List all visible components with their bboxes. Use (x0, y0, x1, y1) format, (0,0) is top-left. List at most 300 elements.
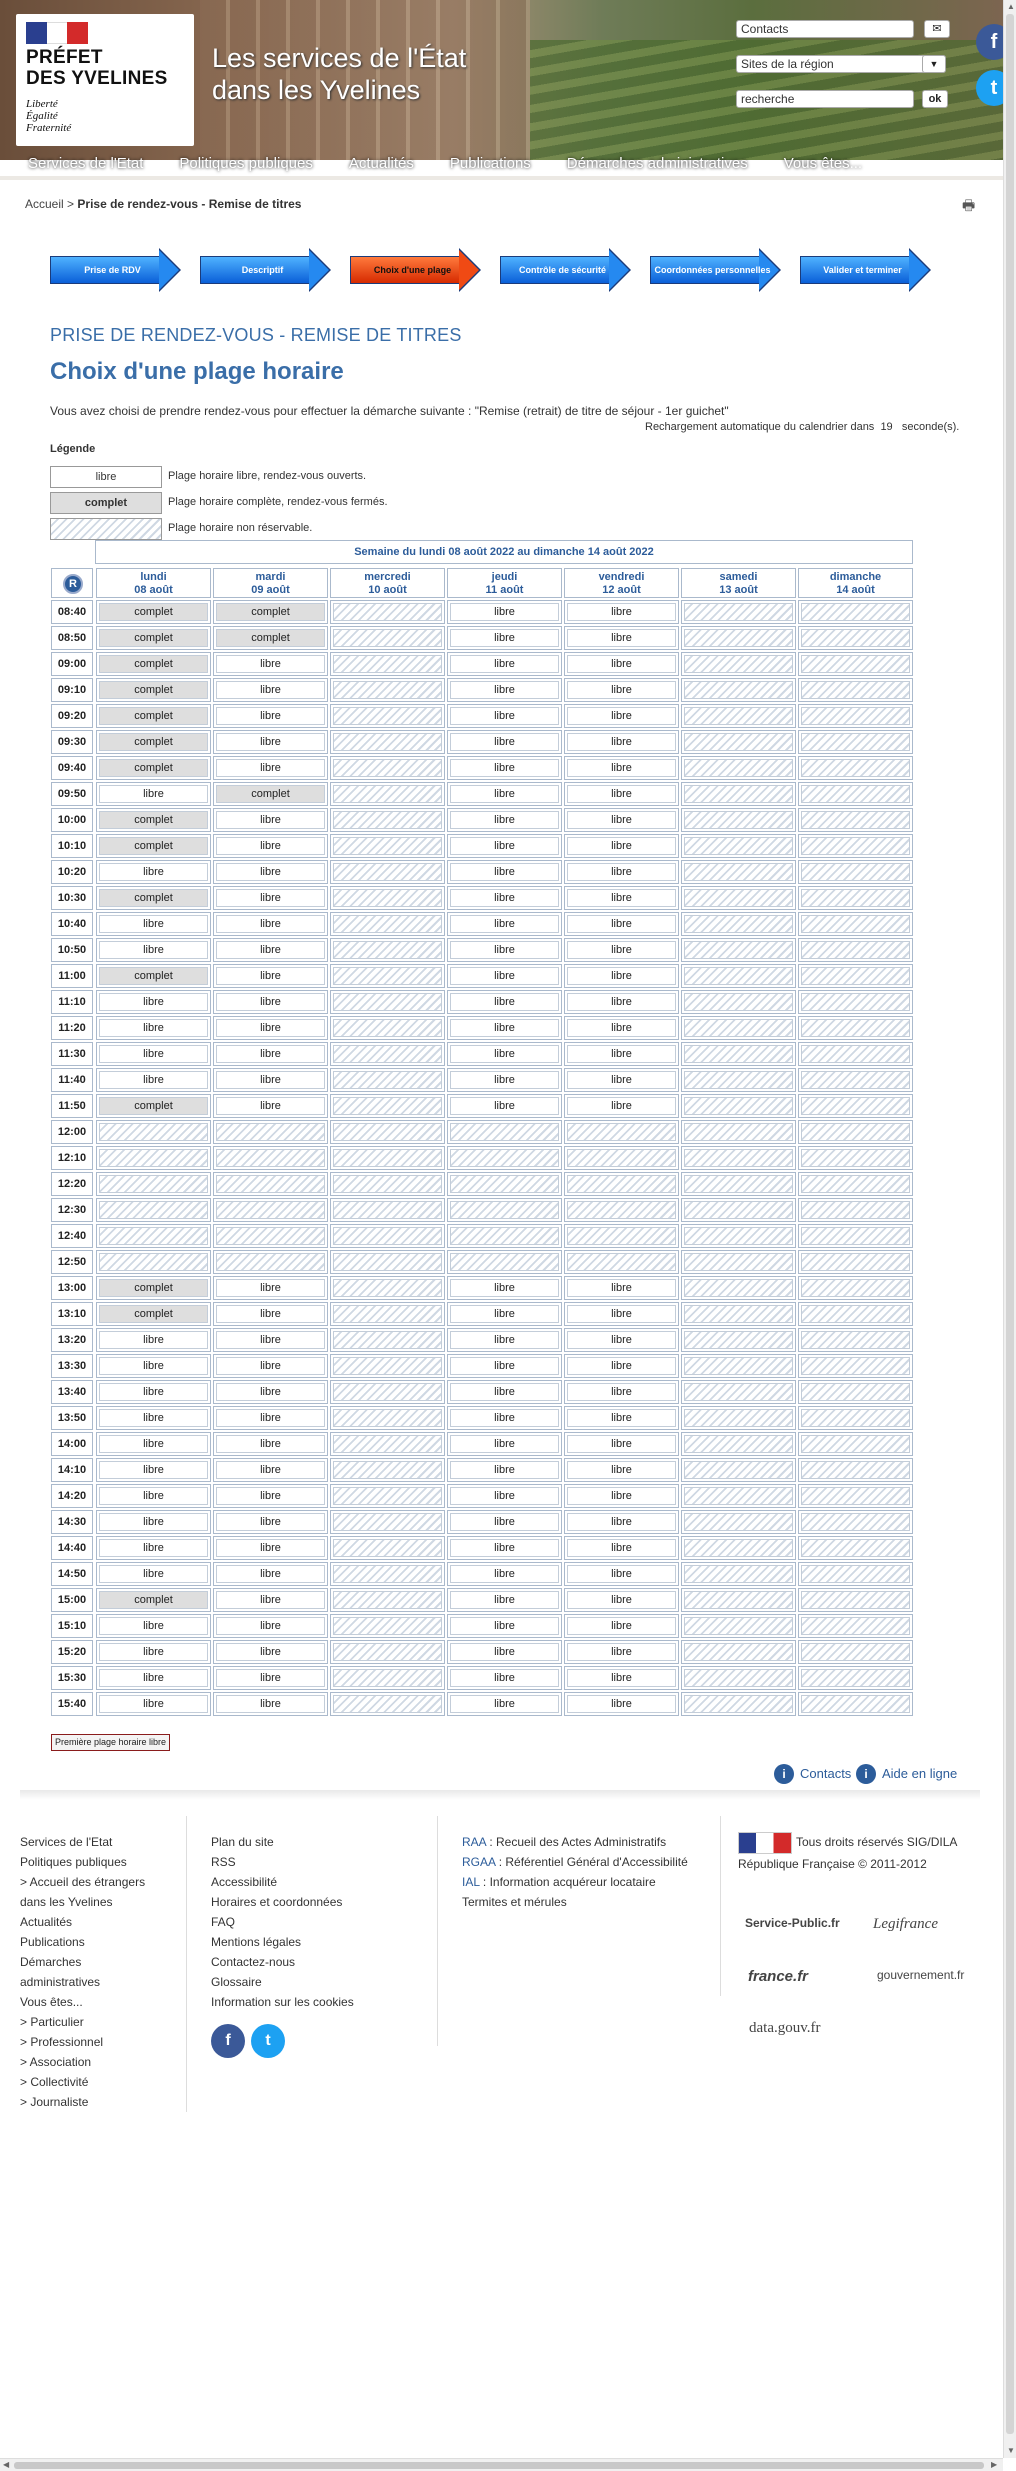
time-slot[interactable]: libre (447, 1640, 562, 1664)
nav-vous-etes[interactable]: Vous êtes... (783, 155, 863, 172)
time-slot[interactable]: libre (447, 1588, 562, 1612)
footer-link[interactable]: dans les Yvelines (20, 1895, 113, 1909)
time-slot (330, 886, 445, 910)
legifrance-logo[interactable]: Legifrance (873, 1916, 938, 1932)
footer-link[interactable]: > Accueil des étrangers (20, 1875, 146, 1889)
time-slot[interactable]: libre (564, 1302, 679, 1326)
time-slot[interactable]: libre (564, 1068, 679, 1092)
time-slot[interactable]: libre (213, 964, 328, 988)
time-slot[interactable]: libre (213, 1458, 328, 1482)
footer-link[interactable]: administratives (20, 1975, 101, 1989)
time-slot (330, 1146, 445, 1170)
time-slot (96, 1250, 211, 1274)
time-slot[interactable]: libre (447, 652, 562, 676)
time-label: 11:10 (51, 990, 93, 1014)
time-slot[interactable]: libre (447, 1068, 562, 1092)
time-slot[interactable]: libre (447, 600, 562, 624)
footer-link[interactable]: Actualités (20, 1915, 73, 1929)
footer-twitter-icon[interactable]: t (251, 2024, 285, 2058)
footer-link[interactable]: Mentions légales (211, 1935, 302, 1949)
footer-facebook-icon[interactable]: f (211, 2024, 245, 2058)
time-slot[interactable]: libre (564, 886, 679, 910)
time-slot[interactable]: libre (96, 1536, 211, 1560)
print-icon[interactable]: 🖶 (962, 197, 976, 213)
time-slot (798, 912, 913, 936)
horizontal-scrollbar[interactable]: ◀ ▶ (0, 2458, 1003, 2471)
time-slot[interactable]: libre (564, 626, 679, 650)
time-slot (798, 990, 913, 1014)
time-label: 10:30 (51, 886, 93, 910)
time-slot[interactable]: libre (564, 1432, 679, 1456)
time-slot (681, 678, 796, 702)
time-slot (330, 1302, 445, 1326)
nav-services[interactable]: Services de l'Etat (28, 155, 144, 172)
time-slot[interactable]: libre (447, 1614, 562, 1638)
time-slot[interactable]: libre (96, 1614, 211, 1638)
time-slot (798, 860, 913, 884)
time-slot[interactable]: libre (96, 1640, 211, 1664)
time-slot (798, 1016, 913, 1040)
time-slot: complet (213, 782, 328, 806)
time-slot[interactable]: libre (213, 1614, 328, 1638)
time-slot (798, 1432, 913, 1456)
footer-link[interactable]: > Association (20, 2055, 92, 2069)
time-slot[interactable]: libre (564, 1042, 679, 1066)
vertical-scrollbar[interactable]: ▲ ▼ (1003, 0, 1016, 2458)
time-slot[interactable]: libre (447, 782, 562, 806)
step-choix-plage: Choix d'une plage (350, 248, 482, 292)
time-slot[interactable]: libre (564, 730, 679, 754)
time-slot[interactable]: libre (564, 1562, 679, 1586)
chevron-down-icon[interactable]: ▼ (922, 55, 946, 73)
time-slot: complet (96, 678, 211, 702)
time-slot[interactable]: libre (564, 1484, 679, 1508)
gouvernement-logo[interactable]: gouvernement.fr (877, 1968, 965, 1982)
time-slot (330, 1614, 445, 1638)
time-slot[interactable]: libre (213, 1562, 328, 1586)
breadcrumb-current: Prise de rendez-vous - Remise de titres (77, 197, 302, 211)
time-slot[interactable]: libre (213, 1380, 328, 1404)
time-slot[interactable]: libre (564, 678, 679, 702)
time-slot (681, 756, 796, 780)
time-slot[interactable]: libre (564, 600, 679, 624)
time-slot (798, 678, 913, 702)
time-slot[interactable]: libre (564, 860, 679, 884)
time-slot (330, 964, 445, 988)
time-slot (681, 1484, 796, 1508)
time-slot[interactable]: libre (447, 990, 562, 1014)
time-slot[interactable]: libre (564, 834, 679, 858)
time-slot (681, 1588, 796, 1612)
contacts-link[interactable]: i Contacts (774, 1764, 851, 1784)
time-slot[interactable]: libre (447, 886, 562, 910)
time-slot[interactable]: libre (213, 1276, 328, 1300)
time-slot[interactable]: libre (96, 1666, 211, 1690)
time-label: 13:50 (51, 1406, 93, 1430)
footer-link[interactable]: FAQ (211, 1915, 236, 1929)
time-slot[interactable]: libre (447, 1276, 562, 1300)
time-label: 12:00 (51, 1120, 93, 1144)
main-nav (0, 155, 1003, 175)
intro-text: Vous avez choisi de prendre rendez-vous pour effectuer la démarche suivante : "Remise (retrait) de titre de séjour - 1er guichet" (50, 404, 729, 418)
time-slot (681, 1692, 796, 1716)
time-label: 09:00 (51, 652, 93, 676)
time-slot[interactable]: libre (564, 1536, 679, 1560)
breadcrumb-home[interactable]: Accueil (25, 197, 64, 211)
time-slot: complet (96, 704, 211, 728)
time-slot[interactable]: libre (213, 704, 328, 728)
time-slot (330, 990, 445, 1014)
time-slot[interactable]: libre (447, 1432, 562, 1456)
time-slot[interactable]: libre (213, 1666, 328, 1690)
time-slot[interactable]: libre (213, 1094, 328, 1118)
time-label: 09:10 (51, 678, 93, 702)
time-slot (213, 1146, 328, 1170)
time-slot[interactable]: libre (213, 886, 328, 910)
time-slot[interactable]: libre (447, 860, 562, 884)
time-slot (330, 1224, 445, 1248)
time-slot[interactable]: libre (447, 808, 562, 832)
time-slot[interactable]: libre (447, 1094, 562, 1118)
time-slot (798, 1198, 913, 1222)
time-slot[interactable]: libre (564, 1640, 679, 1664)
time-slot[interactable]: libre (213, 1432, 328, 1456)
time-slot[interactable]: libre (447, 1510, 562, 1534)
time-label: 15:00 (51, 1588, 93, 1612)
time-slot (681, 990, 796, 1014)
time-slot[interactable]: libre (447, 1354, 562, 1378)
time-slot[interactable]: libre (213, 678, 328, 702)
time-slot[interactable]: libre (96, 1406, 211, 1430)
time-slot[interactable]: libre (213, 1406, 328, 1430)
time-slot (681, 964, 796, 988)
time-slot (330, 834, 445, 858)
time-slot[interactable]: libre (564, 938, 679, 962)
time-slot[interactable]: libre (96, 912, 211, 936)
footer-link[interactable]: Accessibilité (211, 1875, 278, 1889)
footer-link[interactable]: Démarches (20, 1955, 82, 1969)
time-slot[interactable]: libre (96, 1354, 211, 1378)
time-slot: complet (96, 1588, 211, 1612)
time-slot[interactable]: libre (213, 912, 328, 936)
time-slot (330, 1172, 445, 1196)
time-slot (330, 1562, 445, 1586)
time-label: 09:20 (51, 704, 93, 728)
time-slot (681, 1120, 796, 1144)
time-slot[interactable]: libre (96, 1484, 211, 1508)
facebook-icon[interactable]: f (976, 24, 1012, 60)
time-slot[interactable]: libre (213, 756, 328, 780)
time-slot[interactable]: libre (96, 1016, 211, 1040)
time-slot[interactable]: libre (447, 1328, 562, 1352)
time-slot[interactable]: libre (213, 1484, 328, 1508)
time-slot (681, 860, 796, 884)
time-slot[interactable]: libre (213, 1588, 328, 1612)
time-slot (96, 1120, 211, 1144)
time-slot (330, 1458, 445, 1482)
time-slot (330, 782, 445, 806)
time-slot[interactable]: libre (96, 1328, 211, 1352)
footer-link[interactable]: Plan du site (211, 1835, 274, 1849)
time-slot[interactable]: libre (447, 626, 562, 650)
time-slot[interactable]: libre (96, 1068, 211, 1092)
mail-icon[interactable]: ✉ (924, 20, 950, 38)
nav-publications[interactable]: Publications (449, 155, 531, 172)
time-slot[interactable]: libre (213, 1692, 328, 1716)
time-slot[interactable]: libre (447, 1562, 562, 1586)
time-slot[interactable]: libre (213, 1302, 328, 1326)
time-slot[interactable]: libre (564, 1276, 679, 1300)
time-slot[interactable]: libre (447, 1458, 562, 1482)
time-slot[interactable]: libre (447, 1536, 562, 1560)
time-slot[interactable]: libre (213, 808, 328, 832)
time-slot[interactable]: libre (213, 1354, 328, 1378)
info-icon: i (856, 1764, 876, 1784)
time-slot[interactable]: libre (96, 1510, 211, 1534)
nav-demarches[interactable]: Démarches administratives (566, 155, 748, 172)
time-label: 08:40 (51, 600, 93, 624)
time-slot: complet (213, 600, 328, 624)
time-slot (798, 730, 913, 754)
time-slot[interactable]: libre (213, 1328, 328, 1352)
time-slot[interactable]: libre (447, 1666, 562, 1690)
time-slot[interactable]: libre (213, 730, 328, 754)
time-slot[interactable]: libre (564, 782, 679, 806)
time-slot[interactable]: libre (564, 652, 679, 676)
reload-notice: Rechargement automatique du calendrier dans 19 seconde(s). (645, 421, 960, 433)
contacts-field[interactable]: Contacts (736, 20, 914, 38)
time-slot[interactable]: libre (96, 1692, 211, 1716)
time-slot[interactable]: libre (213, 1510, 328, 1534)
footer-link[interactable]: Services de l'Etat (20, 1835, 113, 1849)
time-slot[interactable]: libre (213, 990, 328, 1014)
time-slot[interactable]: libre (447, 1484, 562, 1508)
time-slot (681, 1536, 796, 1560)
time-slot[interactable]: libre (96, 1380, 211, 1404)
time-slot: complet (96, 652, 211, 676)
time-slot (447, 1224, 562, 1248)
footer-link[interactable]: Politiques publiques (20, 1855, 127, 1869)
time-slot (681, 782, 796, 806)
online-help-link[interactable]: i Aide en ligne (856, 1764, 957, 1784)
time-slot (681, 1380, 796, 1404)
time-slot[interactable]: libre (564, 1094, 679, 1118)
day-header-jeudi: jeudi 11 août (447, 568, 562, 598)
time-slot[interactable]: libre (96, 860, 211, 884)
time-slot[interactable]: libre (564, 1692, 679, 1716)
time-slot[interactable]: libre (447, 1016, 562, 1040)
time-slot (330, 626, 445, 650)
time-slot[interactable]: libre (564, 964, 679, 988)
time-slot[interactable]: libre (96, 1458, 211, 1482)
time-slot[interactable]: libre (213, 834, 328, 858)
time-slot (798, 1588, 913, 1612)
time-slot[interactable]: libre (213, 1068, 328, 1092)
time-slot (447, 1172, 562, 1196)
time-slot (564, 1224, 679, 1248)
time-slot[interactable]: libre (447, 964, 562, 988)
time-slot[interactable]: libre (213, 860, 328, 884)
time-slot (96, 1146, 211, 1170)
time-slot: complet (96, 1276, 211, 1300)
time-label: 14:10 (51, 1458, 93, 1482)
time-slot[interactable]: libre (447, 1042, 562, 1066)
time-slot (798, 1328, 913, 1352)
time-slot[interactable]: libre (447, 912, 562, 936)
time-slot[interactable]: libre (213, 1016, 328, 1040)
time-slot: complet (96, 808, 211, 832)
footer-link[interactable]: Contactez-nous (211, 1955, 296, 1969)
search-ok-button[interactable]: ok (922, 90, 948, 108)
time-slot[interactable]: libre (564, 1406, 679, 1430)
time-slot: complet (96, 626, 211, 650)
time-slot[interactable]: libre (447, 730, 562, 754)
time-slot (798, 1614, 913, 1638)
data-gouv-logo[interactable]: data.gouv.fr (749, 2020, 821, 2036)
time-label: 11:40 (51, 1068, 93, 1092)
time-slot[interactable]: libre (564, 1016, 679, 1040)
time-slot (330, 1510, 445, 1534)
time-slot[interactable]: libre (447, 1692, 562, 1716)
time-slot[interactable]: libre (96, 1432, 211, 1456)
day-header-vendredi: vendredi 12 août (564, 568, 679, 598)
logo-line2: DES YVELINES (26, 68, 168, 89)
time-slot (798, 808, 913, 832)
time-slot (798, 1484, 913, 1508)
footer-link[interactable]: IAL : Information acquéreur locataire (462, 1875, 656, 1889)
footer-link[interactable]: Publications (20, 1935, 85, 1949)
time-slot[interactable]: libre (213, 1042, 328, 1066)
time-slot (564, 1120, 679, 1144)
time-label: 10:40 (51, 912, 93, 936)
time-slot (798, 1562, 913, 1586)
nav-politiques[interactable]: Politiques publiques (179, 155, 313, 172)
time-slot (681, 1562, 796, 1586)
time-slot (798, 1406, 913, 1430)
time-slot (681, 652, 796, 676)
time-slot[interactable]: libre (447, 678, 562, 702)
calendar-refresh-button[interactable] (51, 568, 93, 598)
time-slot (96, 1224, 211, 1248)
time-label: 11:30 (51, 1042, 93, 1066)
copyright: Tous droits réservés SIG/DILA République Française © 2011-2012 (738, 1832, 968, 1874)
time-slot[interactable]: libre (213, 1640, 328, 1664)
time-label: 15:10 (51, 1614, 93, 1638)
time-slot[interactable]: libre (564, 990, 679, 1014)
time-slot[interactable]: libre (447, 1380, 562, 1404)
time-slot (681, 730, 796, 754)
france-fr-logo[interactable]: france.fr (748, 1968, 809, 1985)
time-slot[interactable]: libre (564, 1666, 679, 1690)
time-slot (447, 1250, 562, 1274)
region-select[interactable]: Sites de la région (736, 55, 946, 73)
footer-col-site (211, 1832, 411, 2058)
time-slot[interactable]: libre (564, 1354, 679, 1378)
time-slot[interactable]: libre (564, 1510, 679, 1534)
footer-link[interactable]: > Particulier (20, 2015, 84, 2029)
time-slot (330, 1094, 445, 1118)
footer-link[interactable]: Vous êtes... (20, 1995, 83, 2009)
time-slot (798, 704, 913, 728)
service-public-logo[interactable]: Service-Public.fr (745, 1916, 840, 1930)
footer-link[interactable]: RSS (211, 1855, 236, 1869)
footer-link[interactable]: RAA : Recueil des Actes Administratifs (462, 1835, 667, 1849)
footer-link[interactable]: Glossaire (211, 1975, 262, 1989)
time-slot (798, 1354, 913, 1378)
time-slot[interactable]: libre (96, 938, 211, 962)
footer-link[interactable]: > Professionnel (20, 2035, 104, 2049)
nav-actualites[interactable]: Actualités (348, 155, 414, 172)
time-slot[interactable]: libre (213, 938, 328, 962)
time-slot (681, 1094, 796, 1118)
footer-link[interactable]: Information sur les cookies (211, 1995, 354, 2009)
time-slot[interactable]: libre (447, 1302, 562, 1326)
time-slot[interactable]: libre (564, 756, 679, 780)
prefet-logo[interactable] (16, 14, 194, 146)
time-slot (681, 1328, 796, 1352)
time-slot[interactable]: libre (564, 912, 679, 936)
time-slot (447, 1120, 562, 1144)
time-slot[interactable]: libre (96, 990, 211, 1014)
time-slot (681, 1510, 796, 1534)
time-slot[interactable]: libre (564, 1458, 679, 1482)
time-slot: complet (96, 756, 211, 780)
footer-link[interactable]: RGAA : Référentiel Général d'Accessibilité (462, 1855, 688, 1869)
time-slot (330, 1328, 445, 1352)
time-slot[interactable]: libre (564, 1328, 679, 1352)
time-label: 09:50 (51, 782, 93, 806)
time-slot (798, 886, 913, 910)
search-input[interactable]: recherche (736, 90, 914, 108)
time-slot[interactable]: libre (447, 938, 562, 962)
time-slot[interactable]: libre (213, 1536, 328, 1560)
footer-link[interactable]: > Journaliste (20, 2095, 89, 2109)
time-slot (330, 1588, 445, 1612)
time-slot[interactable]: libre (564, 1588, 679, 1612)
first-free-slot-button[interactable]: Première plage horaire libre (51, 1734, 170, 1751)
time-slot (330, 1406, 445, 1430)
day-header-dimanche: dimanche 14 août (798, 568, 913, 598)
time-slot: complet (96, 834, 211, 858)
time-slot[interactable]: libre (564, 1614, 679, 1638)
time-slot (681, 704, 796, 728)
time-slot (447, 1198, 562, 1222)
time-slot (681, 626, 796, 650)
time-slot (564, 1198, 679, 1222)
time-slot[interactable]: libre (447, 704, 562, 728)
time-slot[interactable]: libre (564, 704, 679, 728)
devise-egalite: Égalité (26, 110, 58, 122)
twitter-icon[interactable]: t (976, 70, 1012, 106)
time-slot (798, 1068, 913, 1092)
time-slot[interactable]: libre (96, 1562, 211, 1586)
time-slot[interactable]: libre (96, 782, 211, 806)
site-title[interactable]: Les services de l'État dans les Yvelines (212, 43, 467, 105)
time-slot[interactable]: libre (447, 756, 562, 780)
time-slot[interactable]: libre (447, 1406, 562, 1430)
time-slot (681, 600, 796, 624)
time-slot (798, 1302, 913, 1326)
time-slot[interactable]: libre (213, 652, 328, 676)
footer-link[interactable]: > Collectivité (20, 2075, 89, 2089)
time-slot[interactable]: libre (447, 834, 562, 858)
footer-link[interactable]: Horaires et coordonnées (211, 1895, 343, 1909)
time-slot (330, 1666, 445, 1690)
time-slot[interactable]: libre (564, 1380, 679, 1404)
time-slot[interactable]: libre (96, 1042, 211, 1066)
time-slot[interactable]: libre (564, 808, 679, 832)
footer-link[interactable]: Termites et mérules (462, 1895, 567, 1909)
